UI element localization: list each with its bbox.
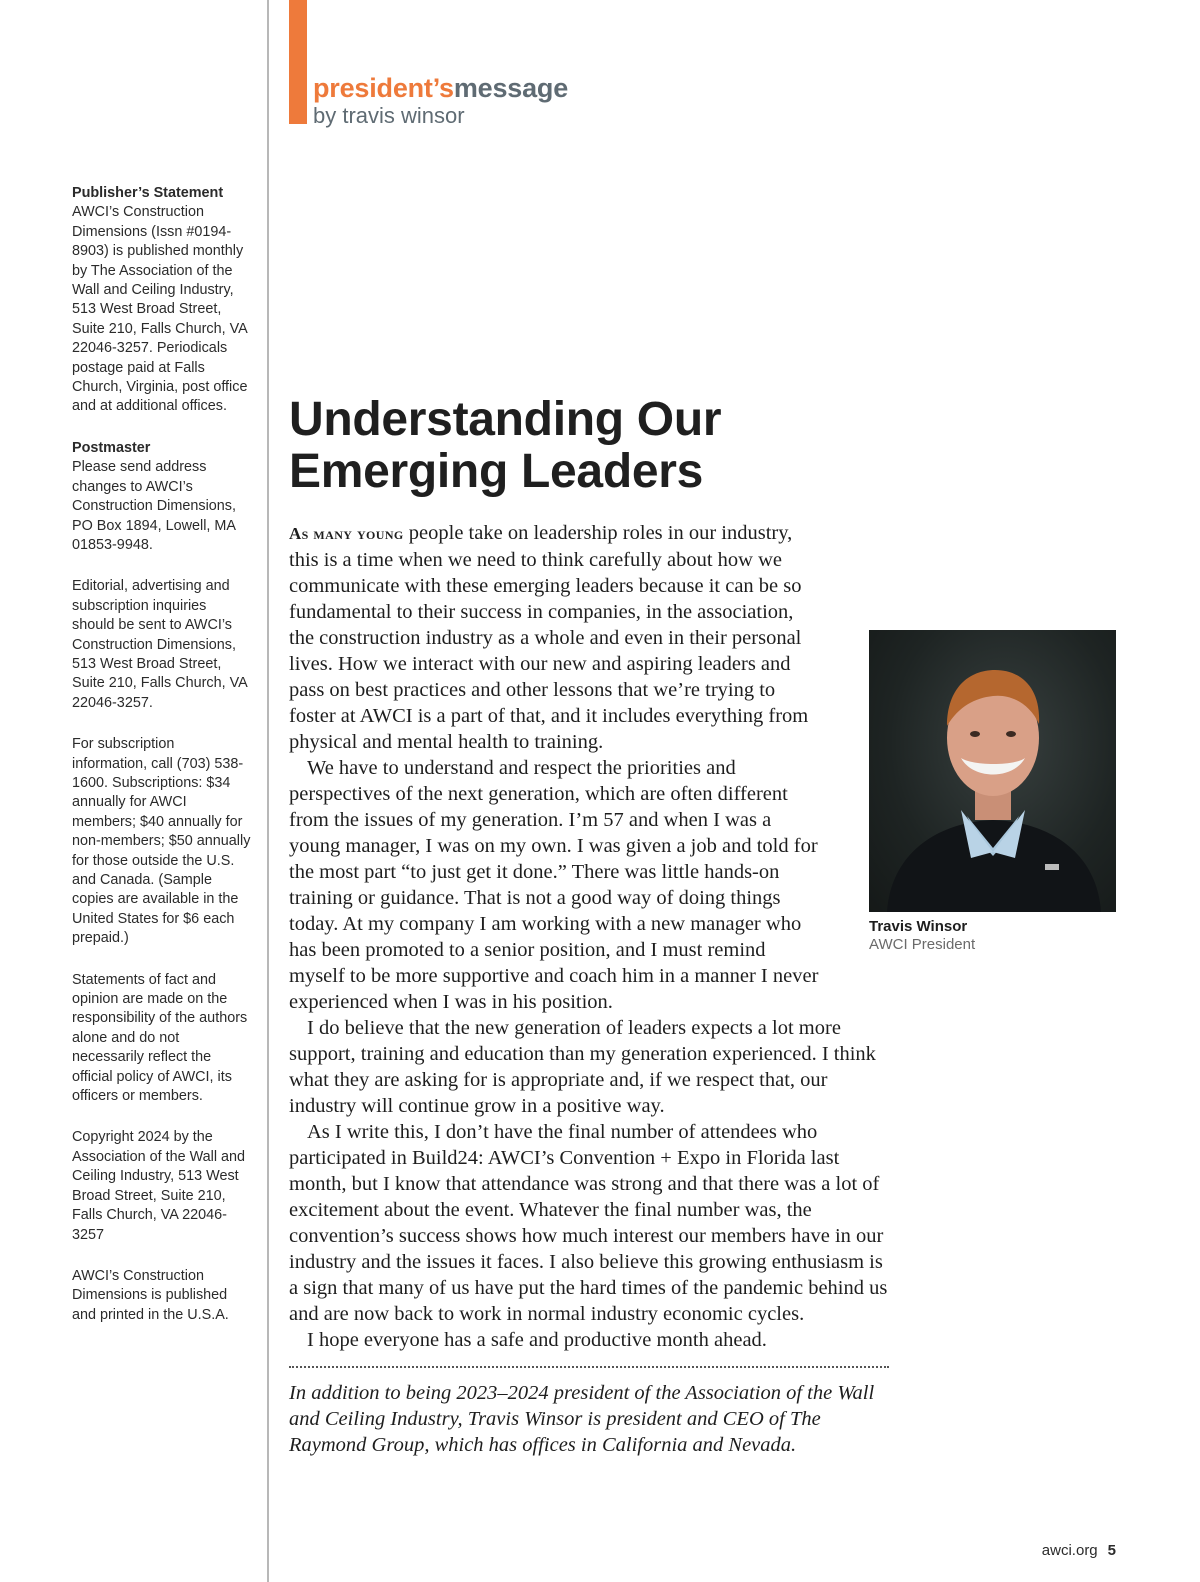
dotted-divider	[289, 1366, 889, 1368]
section-title-part2: message	[453, 73, 569, 103]
photo-caption	[869, 918, 975, 954]
section-header	[313, 72, 568, 128]
caption-name: Travis Winsor	[869, 918, 968, 935]
page-footer	[1042, 1542, 1116, 1559]
caption-role: AWCI President	[869, 936, 976, 953]
author-photo	[869, 630, 1116, 912]
section-accent-bar	[289, 0, 307, 124]
statements-text: Statements of fact and opinion are made on the responsibility of the authors alone and do not necessarily reflect the official policy of AWCI, its officers or members.	[72, 971, 248, 1105]
publisher-sidebar	[72, 184, 252, 1347]
author-bio: In addition to being 2023–2024 president of the Association of the Wall and Ceiling Industry, Travis Winsor is president and CEO of The Raymond Group, which has offices in California and Nevada.	[289, 1382, 875, 1456]
portrait-illustration	[869, 630, 1116, 912]
lead-in: As many young	[289, 524, 404, 543]
column-divider	[267, 0, 269, 1582]
article-title: Understanding Our Emerging Leaders	[289, 393, 722, 498]
paragraph-3: I do believe that the new generation of leaders expects a lot more support, training and education than my generation experienced. I think what they are asking for is appropriate and, if we respect that, our industry will continue grow in a positive way.	[289, 1017, 876, 1117]
publisher-text: AWCI’s Construction Dimensions (Issn #0194-8903) is published monthly by The Association of the Wall and Ceiling Industry, 513 West Broad Street, Suite 210, Falls Church, VA 22046-3257. Periodicals postage paid at Falls Church, Virginia, post office and at additional offices.	[72, 204, 248, 415]
paragraph-1-text: people take on leadership roles in our industry, this is a time when we need to think carefully about how we communicate with these emerging leaders because it can be so fundamental to their success in companies, in the association, the construction industry as a whole and even in their personal lives. How we interact with our new and aspiring leaders and pass on best practices and other lessons that we’re trying to foster at AWCI is a part of that, and it includes everything from physical and mental health to training.	[289, 522, 809, 753]
editorial-text: Editorial, advertising and subscription inquiries should be sent to AWCI’s Construction Dimensions, 513 West Broad Street, Suite 210, Falls Church, VA 22046-3257.	[72, 578, 247, 711]
postmaster-block	[72, 439, 252, 555]
postmaster-text: Please send address changes to AWCI’s Construction Dimensions, PO Box 1894, Lowell, MA 01853-9948.	[72, 459, 236, 553]
paragraph-5: I hope everyone has a safe and productive month ahead.	[307, 1329, 767, 1351]
byline: by travis winsor	[313, 103, 465, 128]
paragraph-4: As I write this, I don’t have the final number of attendees who participated in Build24: AWCI’s Convention + Expo in Florida last month, but I know that attendance was strong and that there was a lot of excitement about the event. Whatever the final number was, the convention’s success shows how much interest our members have in our industry and the issues it faces. I also believe this growing enthusiasm is a sign that many of us have put the hard times of the pandemic behind us and are now back to work in normal industry economic cycles.	[289, 1121, 888, 1325]
publisher-heading: Publisher’s Statement	[72, 185, 224, 201]
footer-site-link[interactable]: awci.org	[1041, 1542, 1098, 1559]
copyright-text: Copyright 2024 by the Association of the Wall and Ceiling Industry, 513 West Broad Street, Suite 210, Falls Church, VA 22046-3257	[72, 1129, 246, 1243]
publisher-statement	[72, 184, 252, 417]
article-body	[289, 520, 889, 1353]
page-number: 5	[1107, 1542, 1116, 1559]
paragraph-2: We have to understand and respect the priorities and perspectives of the next generation, which are often different from the issues of my generation. I’m 57 and when I was a young manager, I was on my own. I was given a job and told for the most part “to just get it done.” There was little hands-on training or guidance. That is not a good way of doing things today. At my company I am working with a new manager who has been promoted to a senior position, and I must remind myself to be more supportive and coach him in a manner I never experienced when I was in his position.	[289, 757, 819, 1013]
paragraph-1	[289, 520, 889, 755]
section-title-part1: president’s	[313, 73, 454, 103]
subscription-text: For subscription information, call (703) 538-1600. Subscriptions: $34 annually for AWCI members; $40 annually for non-members; $50 annually for those outside the U.S. and Canada. (Sample copies are available in the United States for $6 each prepaid.)	[72, 736, 251, 947]
postmaster-heading: Postmaster	[72, 439, 151, 456]
section-title	[313, 72, 568, 104]
printed-text: AWCI’s Construction Dimensions is published and printed in the U.S.A.	[72, 1267, 229, 1323]
